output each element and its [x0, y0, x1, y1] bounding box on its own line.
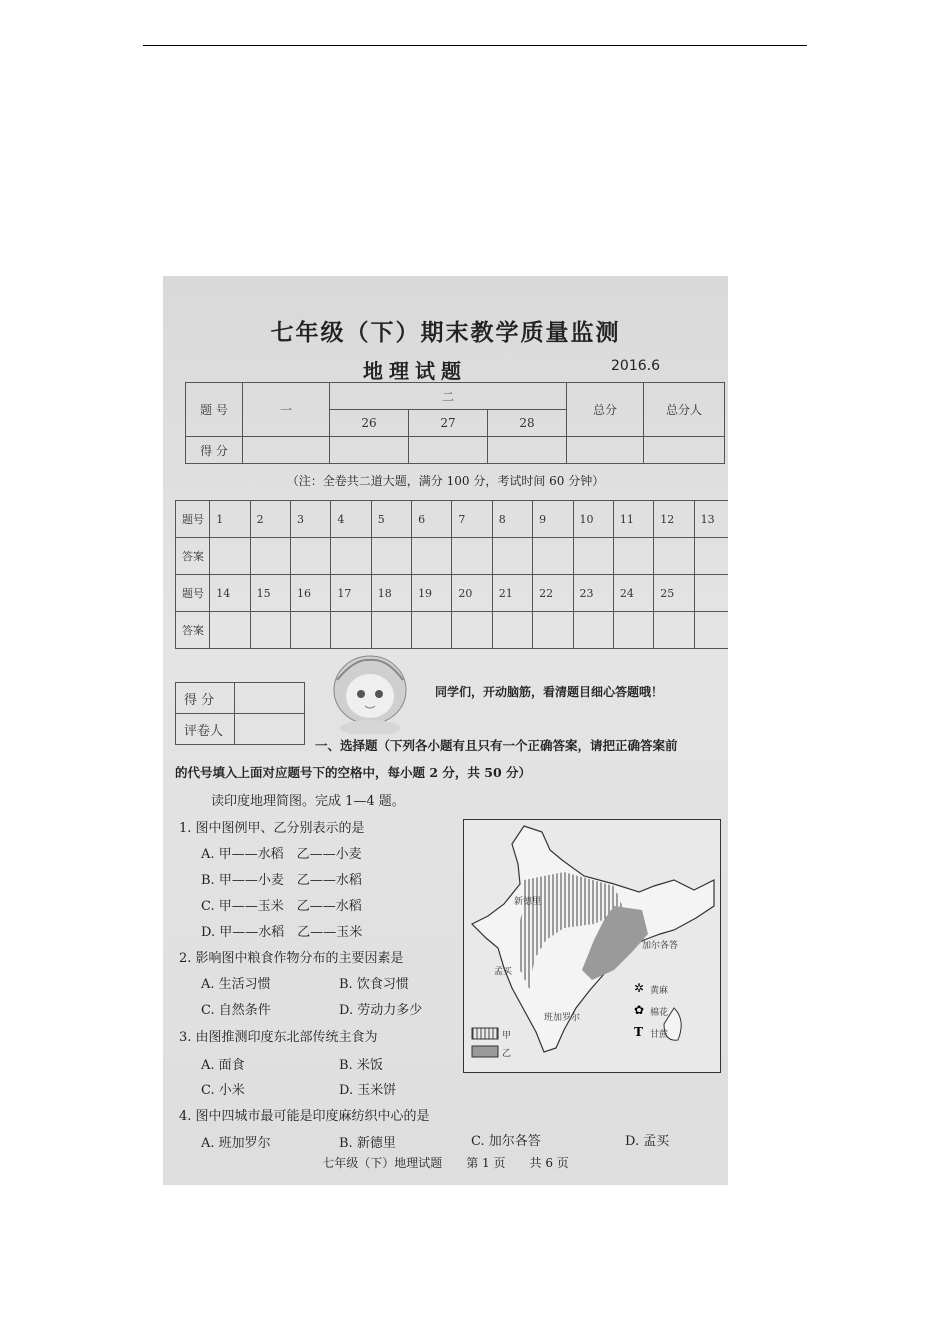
answer-cell[interactable] [492, 538, 532, 575]
cartoon-girl-illustration [325, 650, 415, 734]
q1-option-d[interactable]: D. 甲——水稻 乙——玉米 [201, 925, 363, 940]
answer-row-2 [176, 612, 729, 649]
answer-cell[interactable] [452, 538, 492, 575]
city-label-mumbai: 孟买 [494, 967, 513, 977]
qnum-cell: 8 [492, 501, 532, 538]
qnum-cell: 5 [371, 501, 411, 538]
qnum-cell: 25 [654, 575, 694, 612]
answer-cell[interactable] [452, 612, 492, 649]
cotton-icon: ✿ [634, 1003, 645, 1017]
grader-name-label: 评卷人 [176, 714, 235, 745]
answer-cell[interactable] [412, 612, 452, 649]
answer-cell[interactable] [371, 538, 411, 575]
qnum-cell: 13 [694, 501, 728, 538]
qnum-cell: 2 [250, 501, 290, 538]
exam-subtitle: 地理试题 [363, 359, 467, 383]
answer-cell[interactable] [533, 538, 573, 575]
score-table [185, 382, 725, 464]
map-instruction: 读印度地理简图。完成 1—4 题。 [211, 794, 405, 809]
legend-yi-swatch [472, 1046, 498, 1057]
answer-qnum-label: 题号 [176, 501, 210, 538]
qnum-cell: 18 [371, 575, 411, 612]
score-header-part2: 二 [330, 383, 567, 410]
answer-label: 答案 [176, 538, 210, 575]
answer-label: 答案 [176, 612, 210, 649]
sugarcane-icon: T [634, 1025, 643, 1039]
top-rule [143, 45, 807, 46]
score-cell[interactable] [488, 437, 567, 464]
exam-note: （注：全卷共二道大题，满分 100 分，考试时间 60 分钟） [286, 474, 605, 488]
q2-option-c[interactable]: C. 自然条件 [201, 1003, 271, 1018]
exam-date: 2016.6 [611, 358, 660, 374]
qnum-cell [694, 575, 728, 612]
qnum-cell: 20 [452, 575, 492, 612]
q3-option-a[interactable]: A. 面食 [201, 1058, 245, 1073]
answer-cell[interactable] [573, 612, 613, 649]
india-map [463, 819, 721, 1073]
qnum-cell: 19 [412, 575, 452, 612]
q4-option-b[interactable]: B. 新德里 [339, 1136, 396, 1151]
qnum-cell: 4 [331, 501, 371, 538]
answer-cell[interactable] [250, 612, 290, 649]
exam-title: 七年级（下）期末教学质量监测 [270, 319, 621, 346]
qnum-cell: 12 [654, 501, 694, 538]
qnum-cell: 10 [573, 501, 613, 538]
score-sub-28: 28 [488, 410, 567, 437]
score-sub-26: 26 [330, 410, 409, 437]
answer-cell[interactable] [331, 612, 371, 649]
answer-cell[interactable] [533, 612, 573, 649]
legend-cotton-label: 棉花 [650, 1008, 669, 1018]
score-cell[interactable] [644, 437, 725, 464]
qnum-cell: 17 [331, 575, 371, 612]
grader-score-label: 得 分 [176, 683, 235, 714]
qnum-cell: 11 [613, 501, 653, 538]
answer-cell[interactable] [371, 612, 411, 649]
scanned-exam-page [163, 276, 728, 1185]
answer-table [175, 500, 728, 649]
q1-option-a[interactable]: A. 甲——水稻 乙——小麦 [201, 847, 362, 862]
page-footer: 七年级（下）地理试题 第 1 页 共 6 页 [322, 1156, 569, 1170]
legend-jia-swatch [472, 1028, 498, 1039]
grader-name-cell[interactable] [235, 714, 305, 745]
q4-option-a[interactable]: A. 班加罗尔 [201, 1136, 271, 1151]
q2-option-a[interactable]: A. 生活习惯 [201, 977, 271, 992]
q2-option-b[interactable]: B. 饮食习惯 [339, 977, 409, 992]
q1-option-c[interactable]: C. 甲——玉米 乙——水稻 [201, 899, 362, 914]
qnum-cell: 21 [492, 575, 532, 612]
qnum-cell: 23 [573, 575, 613, 612]
score-cell[interactable] [409, 437, 488, 464]
q3-option-b[interactable]: B. 米饭 [339, 1058, 383, 1073]
qnum-cell: 7 [452, 501, 492, 538]
city-label-kolkata: 加尔各答 [642, 941, 679, 951]
answer-cell[interactable] [210, 612, 250, 649]
q2-option-d[interactable]: D. 劳动力多少 [339, 1003, 423, 1018]
score-row-label: 得 分 [186, 437, 243, 464]
jute-icon: ✲ [634, 981, 645, 995]
question-1-stem: 1. 图中图例甲、乙分别表示的是 [179, 821, 365, 836]
grader-score-cell[interactable] [235, 683, 305, 714]
answer-cell[interactable] [290, 538, 330, 575]
answer-cell[interactable] [694, 612, 728, 649]
q3-option-d[interactable]: D. 玉米饼 [339, 1083, 397, 1098]
answer-qnum-row-2 [176, 575, 729, 612]
answer-cell[interactable] [412, 538, 452, 575]
answer-cell[interactable] [654, 612, 694, 649]
q3-option-c[interactable]: C. 小米 [201, 1083, 245, 1098]
score-cell[interactable] [243, 437, 330, 464]
score-cell[interactable] [567, 437, 644, 464]
grader-box [175, 682, 305, 745]
city-label-new-delhi: 新德里 [514, 897, 542, 907]
encouragement-text: 同学们，开动脑筋，看清题目细心答题哦！ [435, 685, 664, 699]
section1-heading-line1: 一、选择题（下列各小题有且只有一个正确答案，请把正确答案前 [315, 738, 678, 753]
score-sub-27: 27 [409, 410, 488, 437]
score-header-part1: 一 [243, 383, 330, 437]
qnum-cell: 9 [533, 501, 573, 538]
q4-option-c[interactable]: C. 加尔各答 [471, 1134, 541, 1149]
qnum-cell: 3 [290, 501, 330, 538]
answer-qnum-row-1 [176, 501, 729, 538]
legend-jia-label: 甲 [502, 1031, 512, 1041]
score-header-scorer: 总分人 [644, 383, 725, 437]
question-2-stem: 2. 影响图中粮食作物分布的主要因素是 [179, 951, 404, 966]
qnum-cell: 6 [412, 501, 452, 538]
answer-cell[interactable] [613, 612, 653, 649]
answer-qnum-label: 题号 [176, 575, 210, 612]
qnum-cell: 24 [613, 575, 653, 612]
legend-sugarcane-label: 甘蔗 [650, 1030, 669, 1040]
answer-cell[interactable] [250, 538, 290, 575]
answer-row-1 [176, 538, 729, 575]
question-4-stem: 4. 图中四城市最可能是印度麻纺织中心的是 [179, 1109, 430, 1124]
answer-cell[interactable] [210, 538, 250, 575]
q1-option-b[interactable]: B. 甲——小麦 乙——水稻 [201, 873, 362, 888]
legend-jute-label: 黄麻 [650, 986, 669, 996]
answer-cell[interactable] [654, 538, 694, 575]
answer-cell[interactable] [290, 612, 330, 649]
score-header-qnum: 题 号 [186, 383, 243, 437]
answer-cell[interactable] [613, 538, 653, 575]
answer-cell[interactable] [573, 538, 613, 575]
qnum-cell: 1 [210, 501, 250, 538]
q4-option-d[interactable]: D. 孟买 [625, 1134, 670, 1149]
section1-heading-line2: 的代号填入上面对应题号下的空格中，每小题 2 分，共 50 分） [175, 765, 532, 780]
qnum-cell: 14 [210, 575, 250, 612]
answer-cell[interactable] [331, 538, 371, 575]
question-3-stem: 3. 由图推测印度东北部传统主食为 [179, 1030, 378, 1045]
qnum-cell: 15 [250, 575, 290, 612]
answer-cell[interactable] [492, 612, 532, 649]
score-cell[interactable] [330, 437, 409, 464]
legend-yi-label: 乙 [502, 1049, 512, 1059]
city-label-bangalore: 班加罗尔 [544, 1013, 581, 1023]
qnum-cell: 16 [290, 575, 330, 612]
answer-cell[interactable] [694, 538, 728, 575]
score-header-total: 总分 [567, 383, 644, 437]
qnum-cell: 22 [533, 575, 573, 612]
